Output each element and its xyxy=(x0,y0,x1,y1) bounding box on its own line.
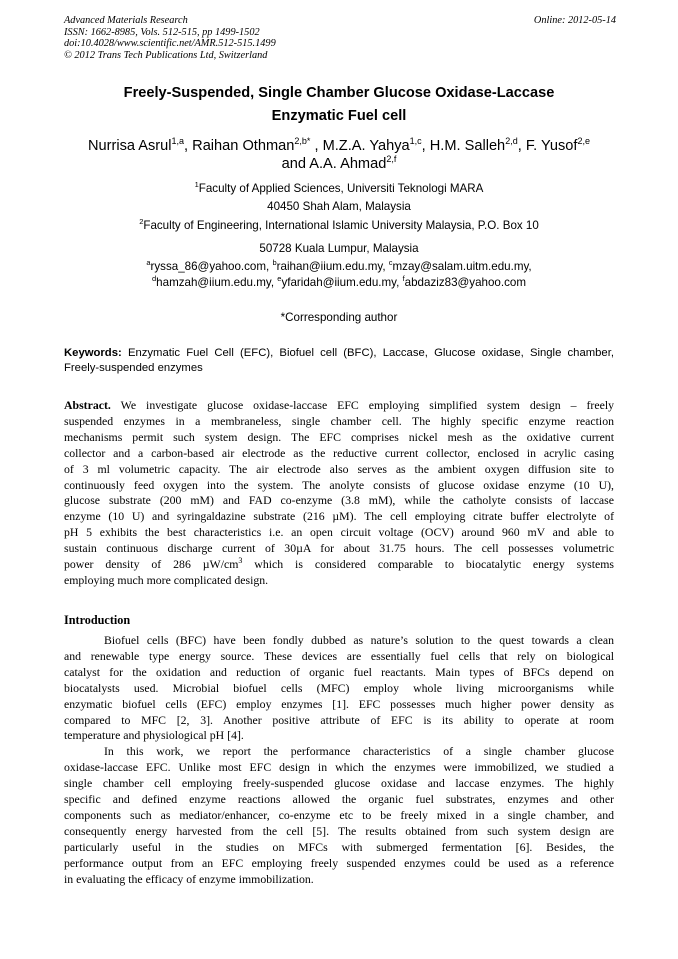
abstract-text: power density of 286 µW/cm xyxy=(64,557,239,572)
online-date: Online: 2012-05-14 xyxy=(533,15,616,26)
author-name: H.M. Salleh xyxy=(429,138,506,154)
email-sep: , xyxy=(528,260,532,273)
author-line-1 xyxy=(54,137,624,155)
abstract-text: which is considered comparable to biocatalytic energy systems xyxy=(242,557,615,572)
author-name: Raihan Othman xyxy=(192,138,295,154)
email-sup: d xyxy=(152,274,157,283)
corresponding-author: *Corresponding author xyxy=(280,311,398,324)
email-sup: b xyxy=(272,258,277,267)
affiliation-1 xyxy=(64,180,614,215)
email-sep: , xyxy=(270,276,278,289)
abstract-line xyxy=(64,398,614,414)
intro-line: components such as mediator/enhancer, co-enzyme etc to be freely mixed in a single chamber, and xyxy=(64,807,614,822)
email-sup: e xyxy=(277,274,282,283)
intro-line: and renewable type energy source. These devices are essentially fuel cells that rely on biological xyxy=(64,648,614,663)
abstract-line: enzyme (10 U) and syringaldazine substrate (216 µM). The cell employing citrate buffer electrolyte of xyxy=(64,509,614,524)
intro-line: compared to MFC [2, 3]. Another positive attribute of EFC is its ability to operate at room xyxy=(64,712,614,727)
author-sup: 2,f xyxy=(386,154,397,164)
author-name: M.Z.A. Yahya xyxy=(322,138,410,154)
email-address: abdaziz83@yahoo.com xyxy=(404,276,526,289)
title-line-2: Enzymatic Fuel cell xyxy=(271,108,407,124)
keywords-text: Enzymatic Fuel Cell (EFC), Biofuel cell (BFC), Laccase, Glucose oxidase, Single chamber, Freely-suspended enzymes xyxy=(64,347,614,374)
intro-line: In this work, we report the performance characteristics of a single chamber glucose xyxy=(104,744,614,759)
affiliation-sup: 1 xyxy=(194,180,199,189)
issn-line: ISSN: 1662-8985, Vols. 512-515, pp 1499-1502 xyxy=(64,26,260,38)
email-sep: , xyxy=(266,260,273,273)
affiliation-2-line-2: 50728 Kuala Lumpur, Malaysia xyxy=(259,241,419,255)
affiliation-sup: 2 xyxy=(139,217,144,226)
abstract-label: Abstract. xyxy=(64,398,111,412)
email-address: raihan@iium.edu.my xyxy=(276,260,383,273)
paper-title xyxy=(64,82,614,128)
abstract-line: collector and a carbon-based air electrode as the reductive current collector, enclosed in acrylic casing xyxy=(64,445,614,460)
copyright-line: © 2012 Trans Tech Publications Ltd, Switzerland xyxy=(64,49,268,61)
email-address: yfaridah@iium.edu.my xyxy=(281,276,397,289)
author-sep: , xyxy=(184,138,193,154)
email-line-1 xyxy=(64,259,614,275)
author-sup: 1,a xyxy=(171,136,185,146)
affiliation-text: Faculty of Engineering, International Islamic University Malaysia, P.O. Box 10 xyxy=(143,219,539,232)
author-line-2 xyxy=(54,155,624,173)
author-sup: 1,c xyxy=(409,136,422,146)
author-sup: 2,e xyxy=(577,136,590,146)
email-address: ryssa_86@yahoo.com xyxy=(150,260,267,273)
keywords xyxy=(64,346,614,376)
author-sep: , xyxy=(517,138,526,154)
intro-line: Biofuel cells (BFC) have been fondly dubbed as nature’s solution to the quest towards a clean xyxy=(104,633,614,647)
intro-line: specific and defined enzyme reactions allowed the organic fuel substrates, enzymes and other xyxy=(64,792,614,807)
abstract-line xyxy=(64,557,614,573)
abstract-line: glucose substrate (200 mM) and FAD co-enzyme (3.8 mM), while the catholyte consists of laccase xyxy=(64,493,614,508)
intro-line: biocatalysts used. Microbial biofuel cells (MFC) employ whole living microorganisms while xyxy=(64,680,614,695)
author-name: F. Yusof xyxy=(525,138,578,154)
intro-line: catalyst for the oxidation and reduction of organic fuel reactants. Main types of BFCs depend on xyxy=(64,664,614,679)
email-sep: , xyxy=(396,276,403,289)
intro-line: enzymatic biofuel cells (EFC) employ enzymes [1]. EFC possesses much higher power density as xyxy=(64,696,614,711)
author-sup: 2,b* xyxy=(294,136,311,146)
author-name: Nurrisa Asrul xyxy=(88,138,172,154)
author-list xyxy=(54,137,624,173)
email-address: mzay@salam.uitm.edu.my xyxy=(392,260,529,273)
affiliation-1-line-2: 40450 Shah Alam, Malaysia xyxy=(267,199,411,213)
email-list xyxy=(64,259,614,291)
email-sup: c xyxy=(388,258,393,267)
abstract-line: sustain continuous discharge current of 30µA for about 31.75 hours. The cell possesses volumetric xyxy=(64,541,614,556)
affiliation-1-line-1 xyxy=(64,180,614,198)
intro-line: particularly useful in the studies on MFCs with submerged fermentation [6]. Besides, the xyxy=(64,839,614,854)
intro-line: consequently energy harvested from the cell [5]. The results obtained from such system design are xyxy=(64,823,614,838)
intro-line: in evaluating the efficacy of enzyme immobilization. xyxy=(64,871,314,886)
email-sep: , xyxy=(382,260,389,273)
journal-header xyxy=(64,15,616,61)
affiliation-text: Faculty of Applied Sciences, Universiti Teknologi MARA xyxy=(198,182,484,195)
abstract-line: pH 5 exhibits the best characteristics i.e. an open circuit voltage (OCV) around 960 mV and able to xyxy=(64,525,614,540)
email-address: hamzah@iium.edu.my xyxy=(156,276,271,289)
journal-name: Advanced Materials Research xyxy=(64,15,188,26)
abstract xyxy=(64,398,614,589)
title-line-1: Freely-Suspended, Single Chamber Glucose Oxidase-Laccase xyxy=(123,85,555,101)
author-sep: , xyxy=(421,138,430,154)
intro-line: temperature and physiological pH [4]. xyxy=(64,728,244,743)
affiliation-2 xyxy=(64,217,614,257)
intro-line: single chamber cell employing freely-suspended glucose oxidase and laccase enzymes. The highly xyxy=(64,776,614,791)
author-sep: , xyxy=(310,138,323,154)
unit-superscript: 3 xyxy=(238,556,243,566)
intro-line: performance output from an EFC employing freely suspended enzymes could be used as a reference xyxy=(64,855,614,870)
abstract-line: employing much more complicated design. xyxy=(64,572,269,587)
introduction-heading: Introduction xyxy=(64,613,131,627)
introduction-body xyxy=(64,633,614,888)
abstract-line: continuously feed oxygen into the system. The anolyte consists of glucose oxidase enzyme (10 U), xyxy=(64,477,614,492)
email-sup: f xyxy=(402,274,405,283)
abstract-text: We investigate glucose oxidase-laccase EFC employing simplified system design – freely xyxy=(110,398,614,412)
author-name: and A.A. Ahmad xyxy=(281,156,387,172)
email-line-2 xyxy=(64,275,614,291)
abstract-line: mechanisms permit such system design. The EFC comprises nickel mesh as the oxidative current xyxy=(64,429,614,444)
affiliation-2-line-1 xyxy=(64,217,614,235)
doi-line: doi:10.4028/www.scientific.net/AMR.512-515.1499 xyxy=(64,38,276,49)
intro-line: oxidase-laccase EFC. Unlike most EFC design in which the enzymes were immobilized, we studied a xyxy=(64,760,614,775)
email-sup: a xyxy=(146,258,151,267)
keywords-label: Keywords: xyxy=(64,347,122,359)
abstract-line: of 3 ml volumetric capacity. The air electrode also serves as the ambient oxygen diffusion site to xyxy=(64,461,614,476)
abstract-line: suspended enzymes in a membraneless, single chamber cell. The highly specific enzyme reaction xyxy=(64,413,614,428)
author-sup: 2,d xyxy=(505,136,518,146)
